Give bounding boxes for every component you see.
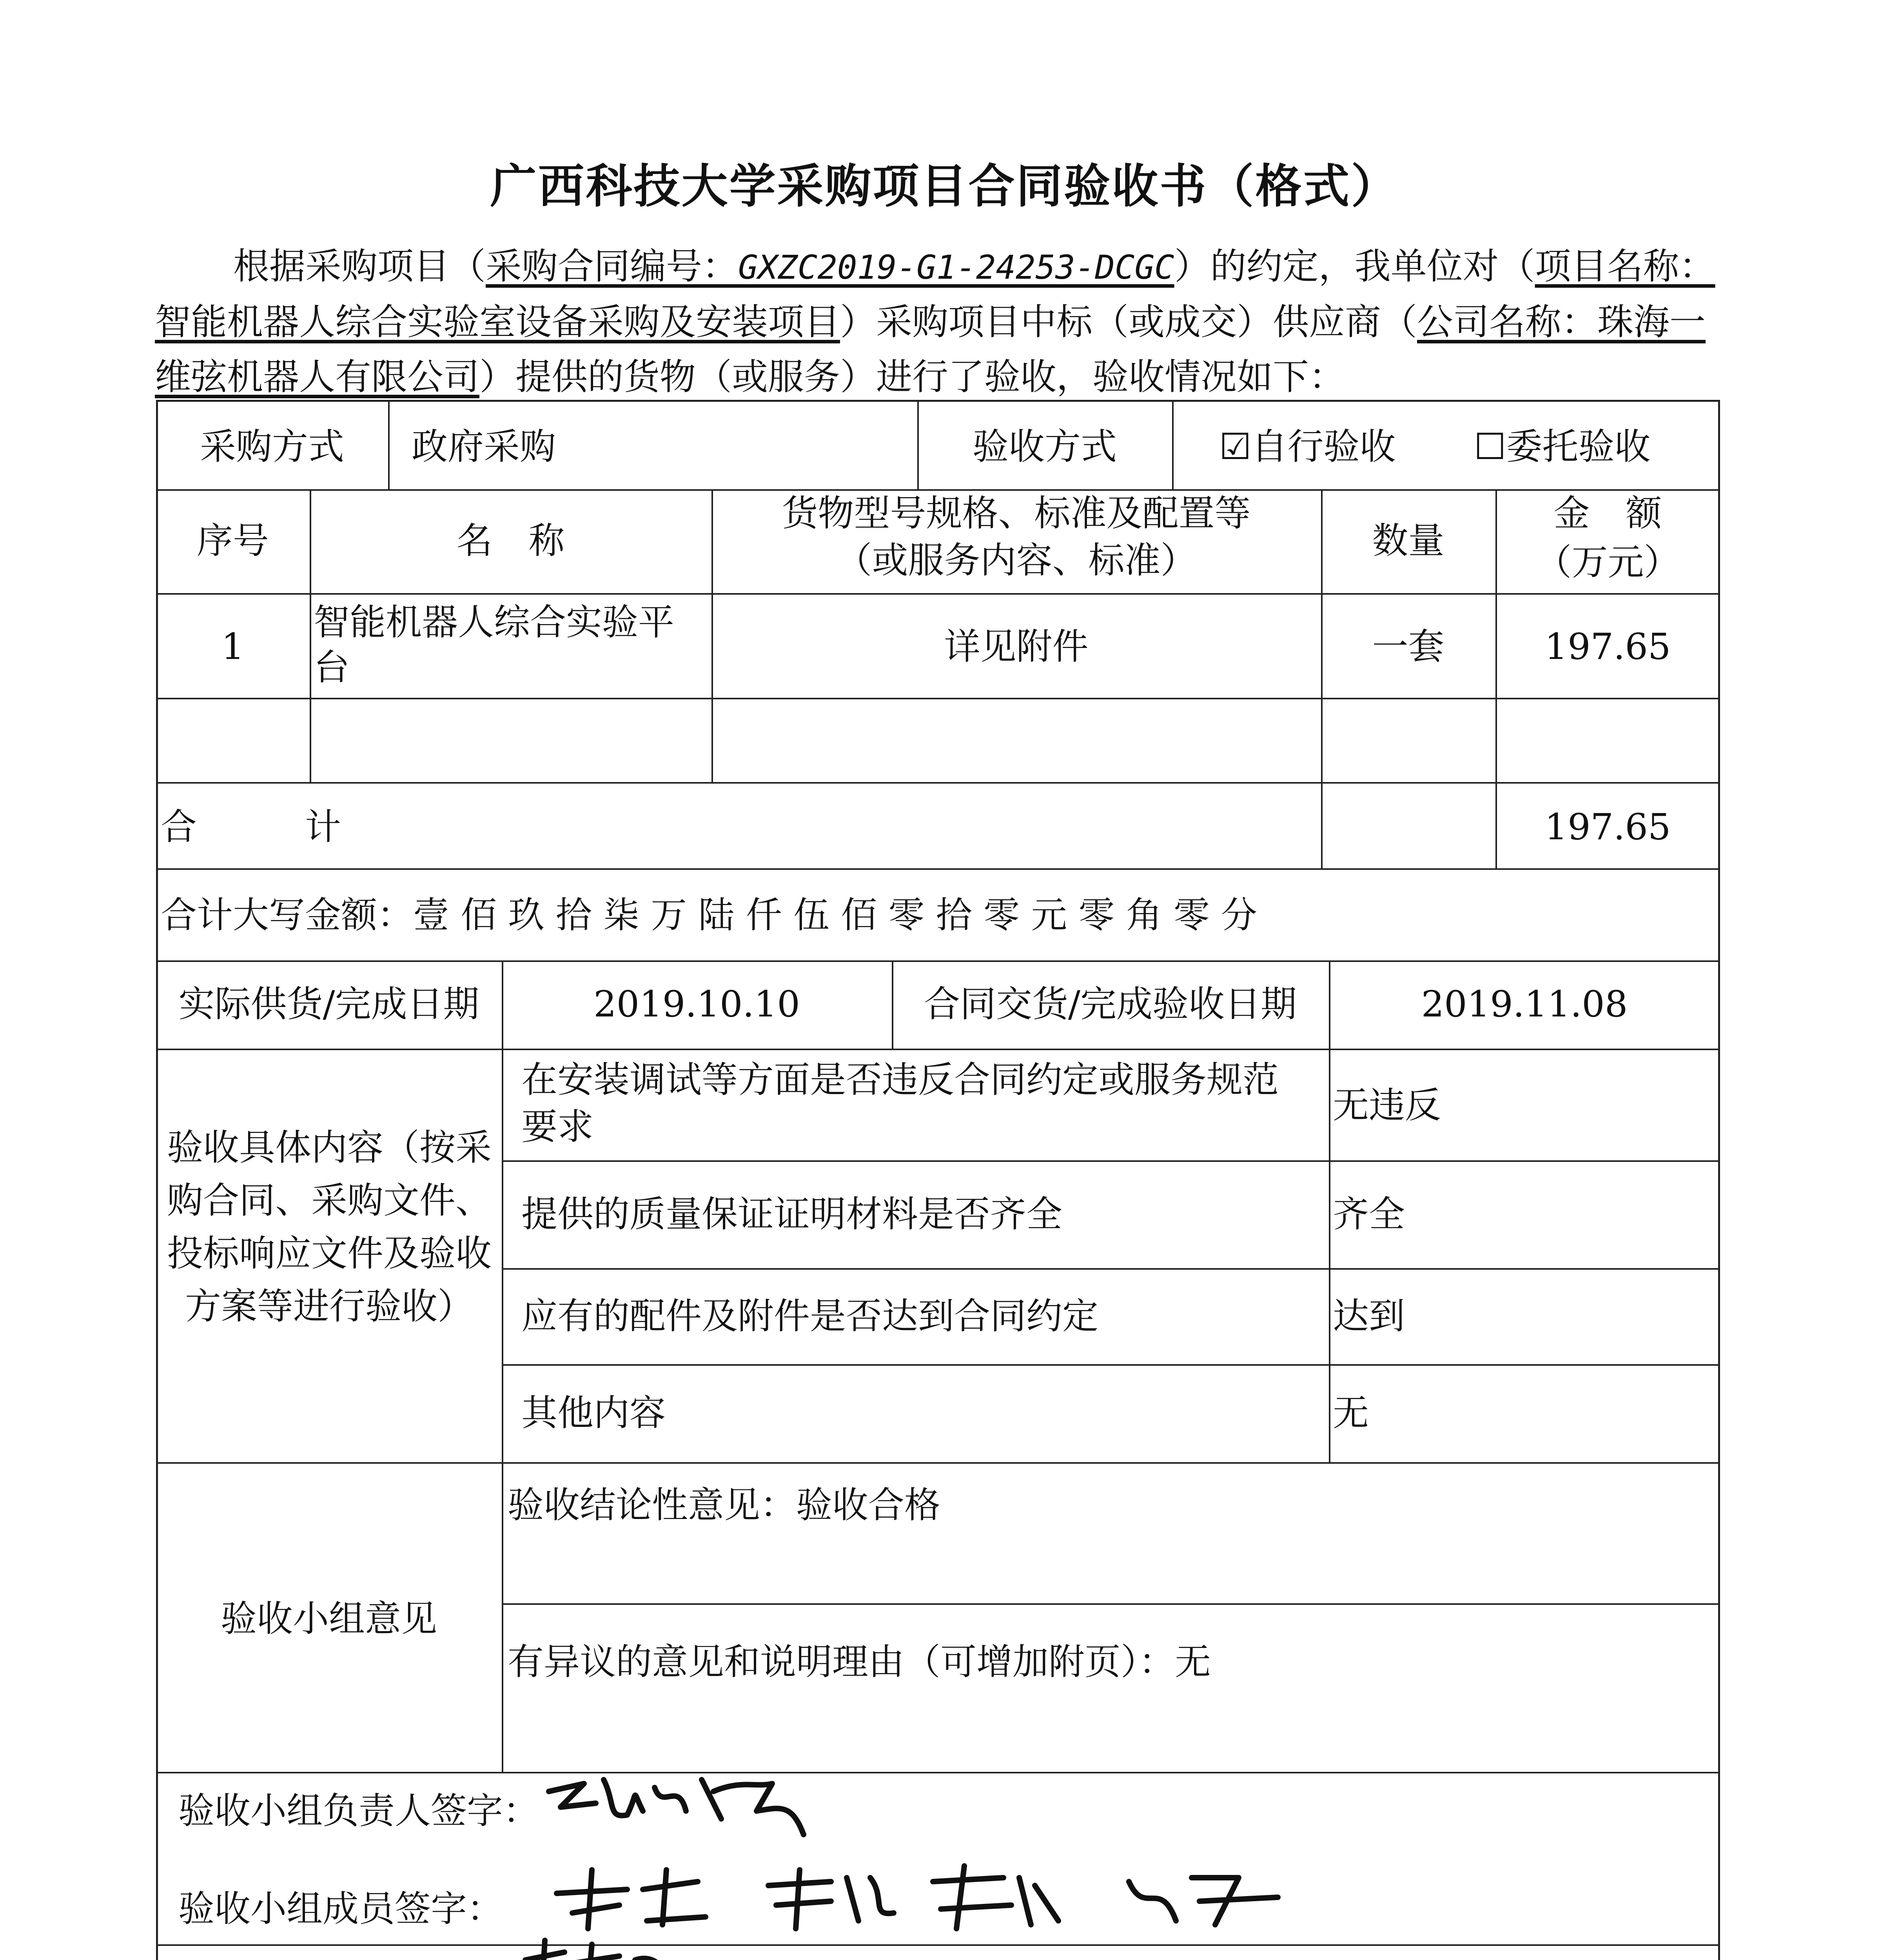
acceptance-date-value: 2019.11.08: [1421, 983, 1628, 1025]
members-handwritten-signatures: [549, 1854, 1333, 1940]
checked-box-icon: ☑: [1219, 426, 1252, 468]
col-header-name: 名 称: [456, 520, 565, 562]
acceptance-method-label: 验收方式: [972, 426, 1117, 468]
conclusion-opinion: 验收结论性意见：验收合格: [508, 1484, 941, 1526]
col-header-spec-line1: 货物型号规格、标准及配置等: [782, 492, 1251, 534]
item-spec: 详见附件: [944, 626, 1089, 668]
unchecked-box-icon: ☐: [1474, 426, 1506, 468]
acceptance-date-label: 合同交货/完成验收日期: [924, 983, 1297, 1025]
team-opinion-label: 验收小组意见: [220, 1598, 437, 1640]
col-header-amount-line1: 金 额: [1553, 492, 1662, 534]
members-signature-label: 验收小组成员签字：: [178, 1888, 503, 1930]
project-name: 项目名称：智能机器人综合实验室设备采购及安装项目: [155, 245, 1715, 343]
check-question: 在安装调试等方面是否违反合同约定或服务规范要求: [521, 1059, 1279, 1148]
col-header-spec-line2: （或服务内容、标准）: [836, 539, 1197, 581]
check-question: 应有的配件及附件是否达到合同约定: [521, 1295, 1099, 1337]
supply-date-value: 2019.10.10: [593, 983, 800, 1025]
acceptance-content-label: 验收具体内容（按采购合同、采购文件、投标响应文件及验收方案等进行验收）: [167, 1127, 492, 1327]
col-header-qty: 数量: [1372, 520, 1444, 562]
col-header-amount-line2: （万元）: [1535, 541, 1680, 583]
item-amount: 197.65: [1544, 626, 1671, 668]
dept-leader-handwritten-signature: [517, 1929, 753, 1960]
purchase-method-label: 采购方式: [200, 426, 344, 468]
item-name: 智能机器人综合实验平台: [314, 601, 675, 688]
col-header-no: 序号: [196, 520, 269, 562]
item-no: 1: [221, 626, 245, 668]
check-question: 其他内容: [521, 1392, 666, 1434]
total-label: 合 计: [161, 806, 341, 848]
item-qty: 一套: [1372, 626, 1444, 668]
check-answer: 无: [1333, 1392, 1369, 1434]
check-answer: 无违反: [1333, 1084, 1441, 1126]
leader-signature-label: 验收小组负责人签字：: [178, 1790, 539, 1832]
check-question: 提供的质量保证证明材料是否齐全: [521, 1193, 1063, 1235]
supply-date-label: 实际供货/完成日期: [178, 983, 479, 1025]
self-acceptance-option: ☑自行验收: [1219, 426, 1396, 468]
company-name: 公司名称：珠海一维弦机器人有限公司: [155, 301, 1706, 398]
amount-in-words: 合计大写金额：壹 佰 玖 拾 柒 万 陆 仟 伍 佰 零 拾 零 元 零 角 零 分: [161, 894, 1258, 936]
document-title: 广西科技大学采购项目合同验收书（格式）: [490, 159, 1399, 213]
objection-opinion: 有异议的意见和说明理由（可增加附页）：无: [508, 1641, 1211, 1683]
entrusted-acceptance-option: ☐委托验收: [1474, 426, 1651, 468]
total-amount: 197.65: [1544, 806, 1671, 848]
leader-handwritten-signature: [537, 1756, 819, 1842]
contract-number: 采购合同编号：GXZC2019-G1-24253-DCGC: [486, 245, 1174, 287]
intro-paragraph: 根据采购项目（采购合同编号：GXZC2019-G1-24253-DCGC）的约定，我单位对（项目名称：智能机器人综合实验室设备采购及安装项目）采购项目中标（或成交）供应商（公司名称：珠海一维弦机器人有限公司）提供的货物（或服务）进行了验收，验收情况如下：: [155, 245, 1715, 398]
check-answer: 齐全: [1333, 1193, 1405, 1235]
check-answer: 达到: [1333, 1295, 1405, 1337]
purchase-method-value: 政府采购: [412, 426, 556, 468]
